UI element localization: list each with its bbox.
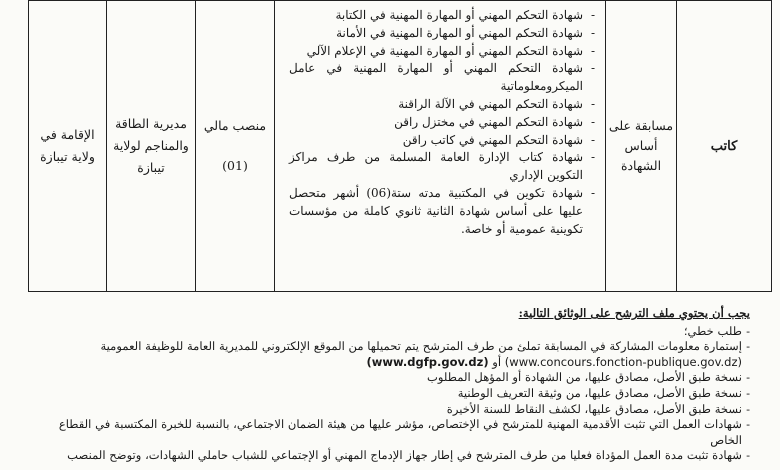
list-item: - شهادة التحكم المهني أو المهارة المهنية في الأمانة bbox=[289, 25, 595, 43]
list-item: - شهادة التحكم المهني في كاتب راقن bbox=[289, 132, 595, 150]
list-item-text: إستمارة معلومات المشاركة في المسابقة تملئ من طرف المترشح يتم تحميلها من الموقع الإلكتروني للمديرية العامة للوظيفة العمومية bbox=[100, 339, 742, 354]
list-item: - شهادة تكوين في المكتبية مدته ستة(06) أشهر متحصل عليها على أساس شهادة الثانية ثانوي كاملة من مؤسسات تكوينية عمومية أو خاصة. bbox=[289, 185, 595, 238]
list-item: - نسخة طبق الأصل، مصادق عليها، من الشهادة أو المؤهل المطلوب bbox=[30, 370, 750, 386]
list-item: - شهادة تثبت مدة العمل المؤداة فعليا من طرف المترشح في إطار جهاز الإدماج المهني أو الإجتماعي للشباب حاملي الشهادات، وتوضح المنصب bbox=[30, 448, 750, 464]
recruitment-mode-cell: مسابقة على أساس الشهادة bbox=[606, 1, 677, 292]
documents-list bbox=[30, 324, 750, 464]
list-item: - شهادة التحكم المهني أو المهارة المهنية في عامل الميكرومعلوماتية bbox=[289, 60, 595, 96]
dgfp-link[interactable]: (www.dgfp.gov.dz) bbox=[366, 354, 489, 369]
list-item: - نسخة طبق الأصل، مصادق عليها، لكشف النقاط للسنة الأخيرة bbox=[30, 402, 750, 418]
documents-section bbox=[30, 306, 750, 464]
qualifications-list bbox=[289, 7, 595, 238]
documents-heading: يجب أن يحتوي ملف الترشح على الوثائق التالية: bbox=[518, 306, 750, 320]
table-row bbox=[29, 1, 772, 292]
list-item: - نسخة طبق الأصل، مصادق عليها، من وثيقة التعريف الوطنية bbox=[30, 386, 750, 402]
fonction-publique-link[interactable]: (www.concours.fonction-publique.gov.dz) bbox=[504, 354, 742, 369]
list-item: - طلب خطي؛ bbox=[30, 324, 750, 340]
post-cell bbox=[196, 1, 275, 292]
post-label: منصب مالي bbox=[203, 118, 267, 133]
list-item: - شهادة التحكم المهني في مختزل راقن bbox=[289, 114, 595, 132]
list-item: - شهادة كتاب الإدارة العامة المسلمة من طرف مراكز التكوين الإداري bbox=[289, 149, 595, 185]
list-item: - شهادة التحكم المهني أو المهارة المهنية في الإعلام الآلي bbox=[289, 43, 595, 61]
post-count: (01) bbox=[222, 158, 248, 173]
list-item: - شهادة التحكم المهني في الآلة الراقنة bbox=[289, 96, 595, 114]
list-item bbox=[30, 339, 750, 370]
list-item: - شهادة التحكم المهني أو المهارة المهنية في الكتابة bbox=[289, 7, 595, 25]
directorate-cell: مديرية الطاقة والمناجم لولاية تيبازة bbox=[107, 1, 196, 292]
qualifications-cell bbox=[275, 1, 606, 292]
link-joiner: أو bbox=[492, 354, 502, 369]
job-title-cell: كاتب bbox=[677, 1, 772, 292]
job-table bbox=[28, 0, 772, 292]
list-item: - شهادات العمل التي تثبت الأقدمية المهنية للمترشح في الإختصاص، مؤشر عليها من هيئة الضمان الاجتماعي، بالنسبة للخبرة المكتسبة في القطاع الخاص bbox=[30, 417, 750, 448]
residence-cell: الإقامة في ولاية تيبازة bbox=[29, 1, 107, 292]
